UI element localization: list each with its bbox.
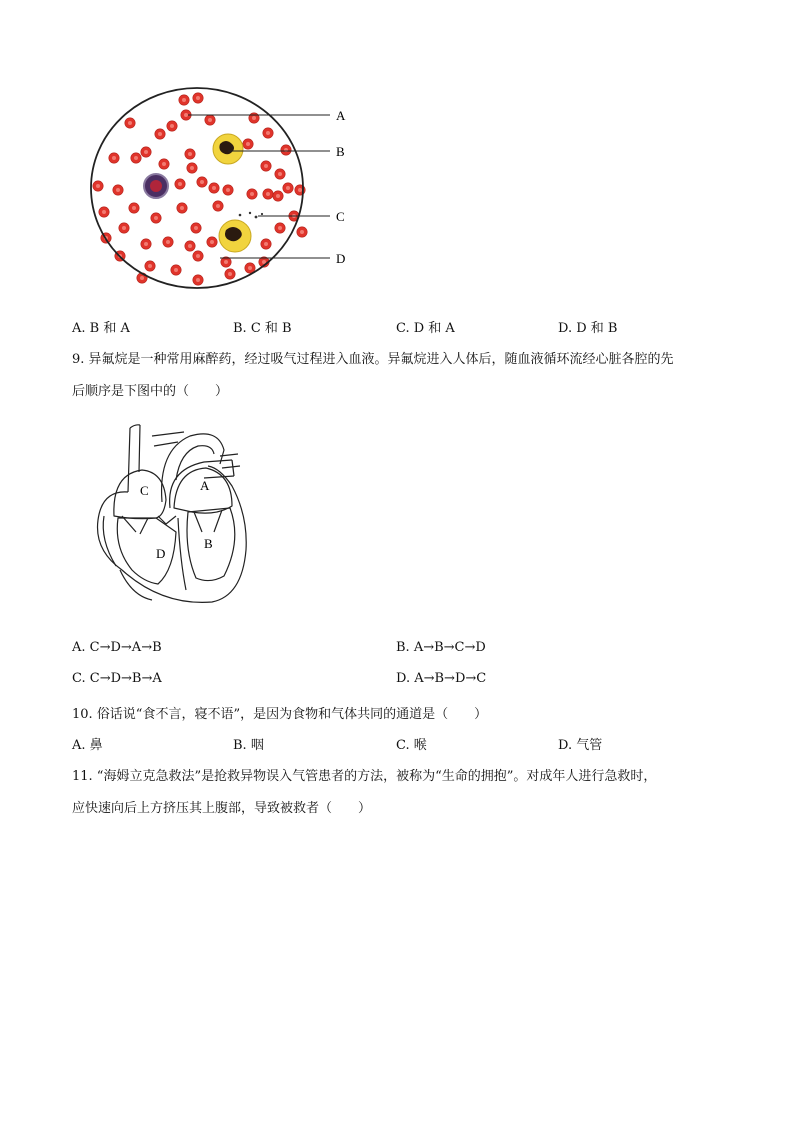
heart-diagram: [92, 420, 252, 610]
lymphocyte: [144, 174, 168, 198]
red-blood-cell-center: [196, 278, 200, 282]
red-blood-cell-center: [300, 230, 304, 234]
q8-option-b[interactable]: B. C 和 B: [233, 321, 292, 336]
red-blood-cell-center: [200, 180, 204, 184]
red-blood-cell-center: [166, 240, 170, 244]
red-blood-cell-center: [178, 182, 182, 186]
red-blood-cell-center: [276, 194, 280, 198]
red-blood-cell-center: [224, 260, 228, 264]
red-blood-cell-center: [116, 188, 120, 192]
q10-option-a[interactable]: A. 鼻: [72, 738, 103, 753]
red-blood-cell-center: [182, 98, 186, 102]
red-blood-cell-center: [128, 121, 132, 125]
q11-stem-line1: 11. “海姆立克急救法”是抢救异物误入气管患者的方法，被称为“生命的拥抱”。对成年人进行急救时，: [72, 769, 657, 784]
q9-option-a[interactable]: A. C→D→A→B: [72, 640, 162, 655]
red-blood-cell-center: [264, 164, 268, 168]
red-blood-cell-center: [174, 268, 178, 272]
white-blood-cell-b: [213, 134, 243, 164]
red-blood-cell-center: [96, 184, 100, 188]
red-blood-cell-center: [250, 192, 254, 196]
q10-option-d[interactable]: D. 气管: [558, 738, 603, 753]
red-blood-cell-center: [208, 118, 212, 122]
q10-option-b[interactable]: B. 咽: [233, 738, 264, 753]
platelets: [239, 212, 263, 219]
red-blood-cell-center: [246, 142, 250, 146]
red-blood-cell-center: [266, 192, 270, 196]
q8-option-a[interactable]: A. B 和 A: [72, 321, 130, 336]
red-blood-cell-center: [188, 244, 192, 248]
heart-label-c: C: [140, 483, 149, 498]
red-blood-cell-center: [286, 186, 290, 190]
red-blood-cell-center: [210, 240, 214, 244]
q10-option-c[interactable]: C. 喉: [396, 738, 427, 753]
red-blood-cell-center: [132, 206, 136, 210]
red-blood-cell-center: [196, 96, 200, 100]
red-blood-cell-center: [162, 162, 166, 166]
q9-option-d[interactable]: D. A→B→D→C: [396, 671, 487, 686]
heart-label-b: B: [204, 536, 213, 551]
white-blood-cell-lower: [219, 220, 251, 252]
red-blood-cell-center: [264, 242, 268, 246]
red-blood-cell-center: [144, 242, 148, 246]
red-blood-cell-center: [278, 226, 282, 230]
red-blood-cell-center: [252, 116, 256, 120]
q9-stem-line2: 后顺序是下图中的（ ）: [72, 384, 229, 399]
red-blood-cell-center: [188, 152, 192, 156]
red-blood-cell-center: [144, 150, 148, 154]
q11-stem-line2: 应快速向后上方挤压其上腹部，导致被救者（ ）: [72, 801, 372, 816]
red-blood-cell-center: [122, 226, 126, 230]
red-blood-cell-center: [154, 216, 158, 220]
red-blood-cell-center: [226, 188, 230, 192]
red-blood-cell-center: [194, 226, 198, 230]
red-blood-cell-center: [180, 206, 184, 210]
red-blood-cell-center: [248, 266, 252, 270]
red-blood-cell-center: [134, 156, 138, 160]
blood-smear-figure: [80, 78, 370, 298]
q8-option-c[interactable]: C. D 和 A: [396, 321, 455, 336]
red-blood-cell-center: [112, 156, 116, 160]
red-blood-cell-center: [158, 132, 162, 136]
q9-stem-line1: 9. 异氟烷是一种常用麻醉药，经过吸气过程进入血液。异氟烷进入人体后，随血液循环流经心脏各腔的先: [72, 352, 674, 367]
blood-label-b: B: [336, 144, 345, 159]
blood-label-a: A: [336, 108, 346, 123]
red-blood-cell-center: [266, 131, 270, 135]
heart-label-d: D: [156, 546, 166, 561]
q9-option-c[interactable]: C. C→D→B→A: [72, 671, 162, 686]
blood-label-d: D: [336, 251, 346, 266]
blood-label-c: C: [336, 209, 345, 224]
red-blood-cell-center: [148, 264, 152, 268]
q8-option-d[interactable]: D. D 和 B: [558, 321, 618, 336]
red-blood-cell-center: [184, 113, 188, 117]
red-blood-cell-center: [170, 124, 174, 128]
red-blood-cell-center: [212, 186, 216, 190]
red-blood-cell-center: [196, 254, 200, 258]
red-blood-cell-center: [190, 166, 194, 170]
q9-option-b[interactable]: B. A→B→C→D: [396, 640, 486, 655]
heart-label-a: A: [200, 478, 210, 493]
red-blood-cell-center: [216, 204, 220, 208]
red-blood-cell-center: [298, 188, 302, 192]
red-blood-cell-center: [140, 276, 144, 280]
red-blood-cell-center: [102, 210, 106, 214]
q10-stem: 10. 俗话说“食不言，寝不语”，是因为食物和气体共同的通道是（ ）: [72, 707, 488, 722]
red-blood-cell-center: [228, 272, 232, 276]
red-blood-cell-center: [278, 172, 282, 176]
